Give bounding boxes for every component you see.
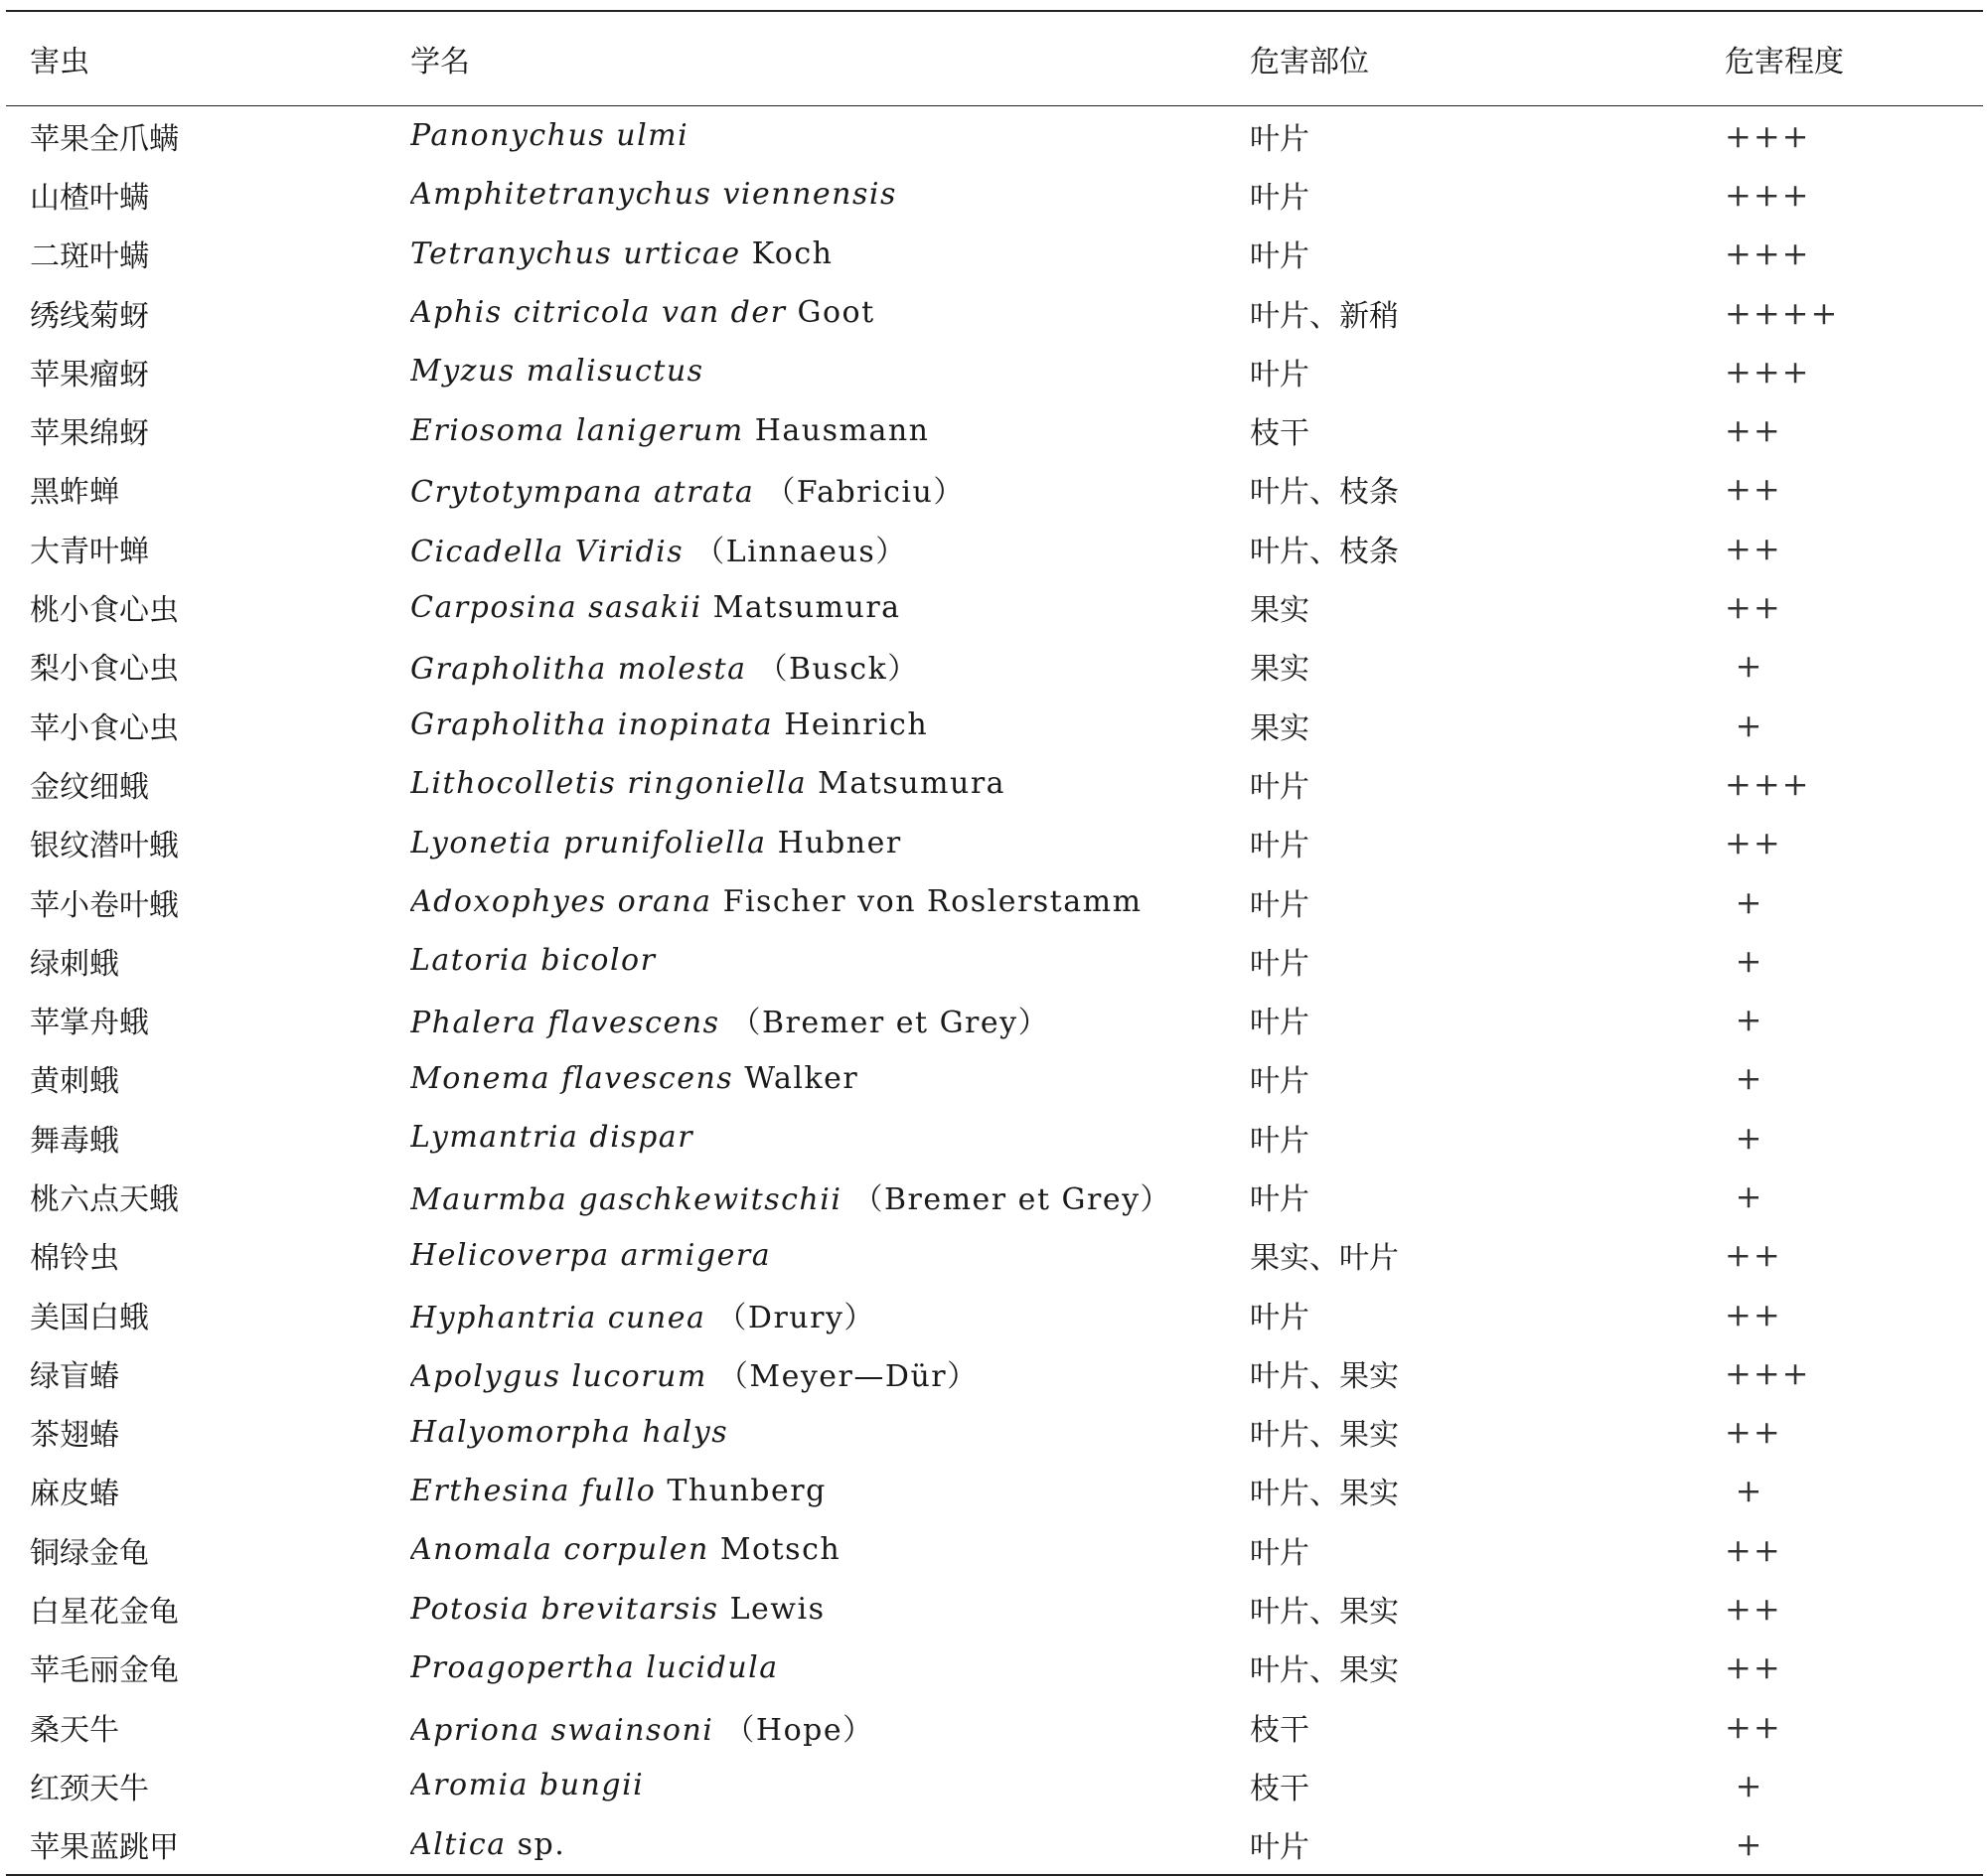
cell-pest: 苹果蓝跳甲	[30, 1830, 179, 1866]
scientific-name-binomial: Hyphantria cunea	[410, 1300, 706, 1335]
cell-damage-level: +++	[1725, 116, 1811, 155]
scientific-name-author: Walker	[744, 1060, 859, 1096]
cell-damage-level: +++	[1725, 764, 1811, 803]
cell-damaged-part: 叶片	[1250, 1181, 1309, 1217]
cell-damage-level: +++	[1725, 175, 1811, 214]
cell-damaged-part: 叶片	[1250, 1300, 1309, 1335]
cell-pest: 绿刺蛾	[30, 946, 119, 982]
cell-damage-level: ++	[1725, 411, 1782, 450]
name-spacer	[707, 1359, 718, 1394]
cell-pest: 金纹细蛾	[30, 769, 149, 805]
cell-damage-level: +++	[1725, 234, 1811, 273]
scientific-name-binomial: Lyonetia prunifoliella	[410, 825, 767, 860]
table-row	[6, 342, 1983, 400]
scientific-name-binomial: Proagopertha lucidula	[410, 1649, 779, 1685]
cell-damage-level: +	[1735, 1001, 1764, 1039]
cell-damaged-part: 叶片	[1250, 769, 1309, 805]
scientific-name-author: （Drury）	[716, 1300, 875, 1335]
scientific-name-binomial: Grapholitha inopinata	[410, 707, 774, 743]
table-row	[6, 990, 1983, 1048]
cell-pest: 黑蚱蝉	[30, 475, 119, 511]
scientific-name-binomial: Apriona swainsoni	[410, 1712, 714, 1748]
cell-scientific-name	[410, 1343, 1250, 1402]
scientific-name-binomial: Phalera flavescens	[410, 1006, 720, 1041]
cell-scientific-name	[410, 931, 1250, 990]
name-spacer	[744, 413, 755, 448]
table-row	[6, 872, 1983, 931]
scientific-name-author: （Hope）	[724, 1712, 874, 1748]
cell-pest: 桃六点天蛾	[30, 1181, 179, 1217]
scientific-name-binomial: Altica	[410, 1826, 507, 1862]
cell-scientific-name	[410, 165, 1250, 224]
scientific-name-binomial: Carposina sasakii	[410, 589, 702, 625]
cell-pest: 二斑叶螨	[30, 239, 149, 275]
cell-damage-level: +	[1735, 1472, 1764, 1510]
cell-damage-level: +	[1735, 941, 1764, 980]
scientific-name-binomial: Monema flavescens	[410, 1060, 734, 1096]
table-row	[6, 1108, 1983, 1167]
table-row	[6, 1285, 1983, 1343]
cell-scientific-name	[410, 460, 1250, 519]
cell-pest: 白星花金龟	[30, 1595, 179, 1631]
scientific-name-author: Hubner	[777, 825, 902, 860]
name-spacer	[733, 1061, 744, 1096]
table-header	[6, 11, 1983, 106]
cell-damaged-part: 叶片	[1250, 946, 1309, 982]
cell-pest: 银纹潜叶蛾	[30, 829, 179, 864]
cell-scientific-name	[410, 283, 1250, 342]
cell-damage-level: ++	[1725, 1530, 1782, 1569]
name-spacer	[773, 707, 784, 742]
cell-pest: 苹小食心虫	[30, 710, 179, 746]
table-row	[6, 1520, 1983, 1579]
cell-scientific-name	[410, 1167, 1250, 1225]
cell-damaged-part: 果实	[1250, 593, 1309, 629]
table-row	[6, 1815, 1983, 1875]
cell-scientific-name	[410, 1815, 1250, 1875]
pest-damage-table	[6, 10, 1983, 1876]
cell-damage-level: ++	[1725, 1707, 1782, 1746]
cell-scientific-name	[410, 519, 1250, 577]
cell-pest: 麻皮蝽	[30, 1477, 119, 1512]
cell-pest: 苹掌舟蛾	[30, 1006, 149, 1041]
cell-scientific-name	[410, 1049, 1250, 1108]
table-row	[6, 696, 1983, 754]
cell-damaged-part: 叶片	[1250, 357, 1309, 392]
table-row	[6, 1579, 1983, 1638]
table-row	[6, 400, 1983, 459]
cell-damaged-part: 叶片	[1250, 180, 1309, 216]
cell-damage-level: +	[1735, 1766, 1764, 1804]
scientific-name-binomial: Grapholitha molesta	[410, 652, 747, 688]
name-spacer	[741, 236, 752, 271]
name-spacer	[841, 1182, 852, 1217]
name-spacer	[709, 1532, 720, 1567]
cell-scientific-name	[410, 1520, 1250, 1579]
cell-damaged-part: 叶片、果实	[1250, 1418, 1399, 1454]
cell-pest: 舞毒蛾	[30, 1123, 119, 1159]
scientific-name-author: Lewis	[729, 1591, 826, 1627]
scientific-name-binomial: Amphitetranychus viennensis	[410, 177, 897, 213]
header-damaged-part: 危害部位	[1250, 45, 1369, 79]
cell-pest: 桃小食心虫	[30, 593, 179, 629]
cell-scientific-name	[410, 1462, 1250, 1520]
table-row	[6, 1462, 1983, 1520]
cell-scientific-name	[410, 1579, 1250, 1638]
cell-pest: 苹小卷叶蛾	[30, 887, 179, 923]
cell-damaged-part: 叶片	[1250, 1064, 1309, 1100]
scientific-name-binomial: Eriosoma lanigerum	[410, 412, 744, 448]
cell-damage-level: ++	[1725, 1590, 1782, 1629]
name-spacer	[705, 1301, 716, 1335]
name-spacer	[507, 1827, 518, 1862]
cell-damage-level: +	[1735, 1059, 1764, 1098]
cell-scientific-name	[410, 1697, 1250, 1756]
table-row	[6, 1756, 1983, 1814]
scientific-name-author: Heinrich	[784, 707, 929, 743]
cell-pest: 苹果全爪螨	[30, 121, 179, 157]
cell-scientific-name	[410, 754, 1250, 813]
cell-damage-level: ++	[1725, 1295, 1782, 1333]
scientific-name-binomial: Halyomorpha halys	[410, 1414, 729, 1450]
cell-pest: 棉铃虫	[30, 1241, 119, 1277]
scientific-name-author: Motsch	[719, 1532, 841, 1568]
cell-damage-level: ++	[1725, 1236, 1782, 1275]
cell-pest: 绿盲蝽	[30, 1358, 119, 1394]
table-body	[6, 106, 1983, 1875]
table-row	[6, 1639, 1983, 1697]
cell-pest: 绣线菊蚜	[30, 298, 149, 334]
cell-damage-level: +	[1735, 1176, 1764, 1215]
cell-scientific-name	[410, 1285, 1250, 1343]
table-row	[6, 1226, 1983, 1285]
cell-damaged-part: 叶片	[1250, 1830, 1309, 1866]
cell-damaged-part: 叶片	[1250, 1006, 1309, 1041]
cell-scientific-name	[410, 1639, 1250, 1697]
scientific-name-binomial: Apolygus lucorum	[410, 1358, 707, 1394]
name-spacer	[719, 1006, 730, 1040]
cell-pest: 黄刺蛾	[30, 1064, 119, 1100]
scientific-name-author: （Busck）	[757, 652, 919, 688]
table-row	[6, 637, 1983, 696]
cell-damaged-part: 叶片	[1250, 1535, 1309, 1571]
name-spacer	[702, 590, 713, 625]
cell-damage-level: ++	[1725, 1413, 1782, 1452]
scientific-name-binomial: Helicoverpa armigera	[410, 1237, 772, 1273]
cell-pest: 红颈天牛	[30, 1771, 149, 1806]
cell-damaged-part: 枝干	[1250, 1712, 1309, 1748]
table-row	[6, 106, 1983, 166]
table-row	[6, 1343, 1983, 1402]
pest-table-container	[6, 10, 1983, 1876]
cell-damaged-part: 叶片、果实	[1250, 1358, 1399, 1394]
cell-pest: 山楂叶螨	[30, 180, 149, 216]
table-row	[6, 931, 1983, 990]
table-row	[6, 283, 1983, 342]
cell-scientific-name	[410, 400, 1250, 459]
cell-damage-level: +++	[1725, 352, 1811, 391]
scientific-name-binomial: Lymantria dispar	[410, 1120, 694, 1156]
cell-pest: 苹毛丽金龟	[30, 1653, 179, 1689]
cell-damage-level: +	[1735, 1118, 1764, 1157]
scientific-name-author: （Fabriciu）	[765, 475, 965, 511]
table-row	[6, 460, 1983, 519]
name-spacer	[754, 475, 765, 510]
cell-pest: 铜绿金龟	[30, 1535, 149, 1571]
cell-pest: 桑天牛	[30, 1712, 119, 1748]
cell-damaged-part: 果实、叶片	[1250, 1241, 1399, 1277]
cell-pest: 大青叶蝉	[30, 534, 149, 569]
name-spacer	[712, 884, 723, 919]
name-spacer	[767, 826, 778, 860]
table-row	[6, 1049, 1983, 1108]
scientific-name-binomial: Tetranychus urticae	[410, 235, 741, 271]
cell-scientific-name	[410, 1108, 1250, 1167]
name-spacer	[713, 1713, 724, 1748]
cell-pest: 苹果瘤蚜	[30, 357, 149, 392]
name-spacer	[719, 1592, 730, 1627]
scientific-name-binomial: Panonychus ulmi	[410, 118, 689, 154]
cell-damage-level: ++	[1725, 529, 1782, 567]
cell-damaged-part: 叶片、新稍	[1250, 298, 1399, 334]
table-row	[6, 1403, 1983, 1462]
table-row	[6, 577, 1983, 636]
scientific-name-binomial: Myzus malisuctus	[410, 354, 704, 390]
cell-damaged-part: 叶片、枝条	[1250, 475, 1399, 511]
cell-damaged-part: 叶片	[1250, 829, 1309, 864]
scientific-name-binomial: Cicadella Viridis	[410, 534, 685, 569]
cell-damage-level: +	[1735, 1825, 1764, 1864]
table-row	[6, 519, 1983, 577]
cell-damaged-part: 果实	[1250, 710, 1309, 746]
cell-damaged-part: 叶片	[1250, 239, 1309, 275]
cell-damaged-part: 叶片、果实	[1250, 1595, 1399, 1631]
name-spacer	[684, 535, 694, 569]
scientific-name-author: Hausmann	[754, 412, 930, 448]
cell-pest: 茶翅蝽	[30, 1418, 119, 1454]
scientific-name-binomial: Potosia brevitarsis	[410, 1591, 719, 1627]
cell-damaged-part: 枝干	[1250, 1771, 1309, 1806]
table-row	[6, 225, 1983, 283]
scientific-name-binomial: Aphis citricola van der	[410, 295, 787, 331]
header-damage-level: 危害程度	[1725, 45, 1844, 79]
scientific-name-binomial: Crytotympana atrata	[410, 475, 755, 511]
cell-scientific-name	[410, 696, 1250, 754]
cell-damage-level: +	[1735, 705, 1764, 744]
cell-damage-level: ++	[1725, 824, 1782, 862]
cell-damaged-part: 叶片、果实	[1250, 1653, 1399, 1689]
table-row	[6, 1167, 1983, 1225]
cell-damage-level: ++++	[1725, 293, 1840, 332]
cell-pest: 美国白蛾	[30, 1300, 149, 1335]
scientific-name-author: （Bremer et Grey）	[730, 1006, 1050, 1041]
cell-damaged-part: 叶片	[1250, 1123, 1309, 1159]
cell-scientific-name	[410, 637, 1250, 696]
scientific-name-author: （Meyer—Dür）	[717, 1358, 979, 1394]
cell-scientific-name	[410, 342, 1250, 400]
cell-damaged-part: 枝干	[1250, 416, 1309, 452]
scientific-name-author: Thunberg	[667, 1473, 827, 1508]
cell-scientific-name	[410, 1226, 1250, 1285]
scientific-name-author: Matsumura	[818, 766, 1006, 802]
cell-scientific-name	[410, 1403, 1250, 1462]
cell-damaged-part: 叶片、枝条	[1250, 534, 1399, 569]
header-pest: 害虫	[30, 45, 89, 79]
cell-scientific-name	[410, 577, 1250, 636]
scientific-name-binomial: Maurmba gaschkewitschii	[410, 1181, 842, 1217]
cell-pest: 苹果绵蚜	[30, 416, 149, 452]
cell-damaged-part: 叶片	[1250, 887, 1309, 923]
table-row	[6, 1697, 1983, 1756]
name-spacer	[656, 1474, 667, 1508]
cell-scientific-name	[410, 814, 1250, 872]
cell-scientific-name	[410, 990, 1250, 1048]
table-row	[6, 754, 1983, 813]
header-row	[6, 11, 1983, 106]
name-spacer	[807, 766, 818, 801]
cell-scientific-name	[410, 106, 1250, 166]
cell-damage-level: ++	[1725, 1648, 1782, 1687]
scientific-name-binomial: Erthesina fullo	[410, 1473, 657, 1508]
name-spacer	[786, 295, 797, 330]
cell-damage-level: ++	[1725, 470, 1782, 509]
scientific-name-binomial: Aromia bungii	[410, 1768, 645, 1803]
header-scientific-name: 学名	[410, 45, 470, 79]
scientific-name-binomial: Anomala corpulen	[410, 1532, 709, 1568]
table-row	[6, 165, 1983, 224]
scientific-name-author: （Bremer et Grey）	[852, 1181, 1172, 1217]
scientific-name-author: Goot	[797, 295, 875, 331]
name-spacer	[746, 652, 757, 687]
scientific-name-binomial: Latoria bicolor	[410, 943, 657, 979]
cell-damage-level: +	[1735, 882, 1764, 921]
cell-scientific-name	[410, 1756, 1250, 1814]
scientific-name-binomial: Lithocolletis ringoniella	[410, 766, 808, 802]
scientific-name-author: Fischer von Roslerstamm	[722, 884, 1143, 919]
cell-pest: 梨小食心虫	[30, 652, 179, 688]
cell-scientific-name	[410, 225, 1250, 283]
cell-damaged-part: 叶片	[1250, 121, 1309, 157]
cell-damage-level: +	[1735, 647, 1764, 686]
scientific-name-author: sp.	[517, 1826, 566, 1862]
scientific-name-author: Koch	[751, 235, 834, 271]
table-row	[6, 814, 1983, 872]
scientific-name-author: （Linnaeus）	[694, 534, 907, 569]
cell-damaged-part: 果实	[1250, 652, 1309, 688]
cell-damage-level: ++	[1725, 588, 1782, 627]
cell-damaged-part: 叶片、果实	[1250, 1477, 1399, 1512]
scientific-name-author: Matsumura	[712, 589, 901, 625]
scientific-name-binomial: Adoxophyes orana	[410, 884, 712, 919]
cell-scientific-name	[410, 872, 1250, 931]
cell-damage-level: +++	[1725, 1353, 1811, 1392]
